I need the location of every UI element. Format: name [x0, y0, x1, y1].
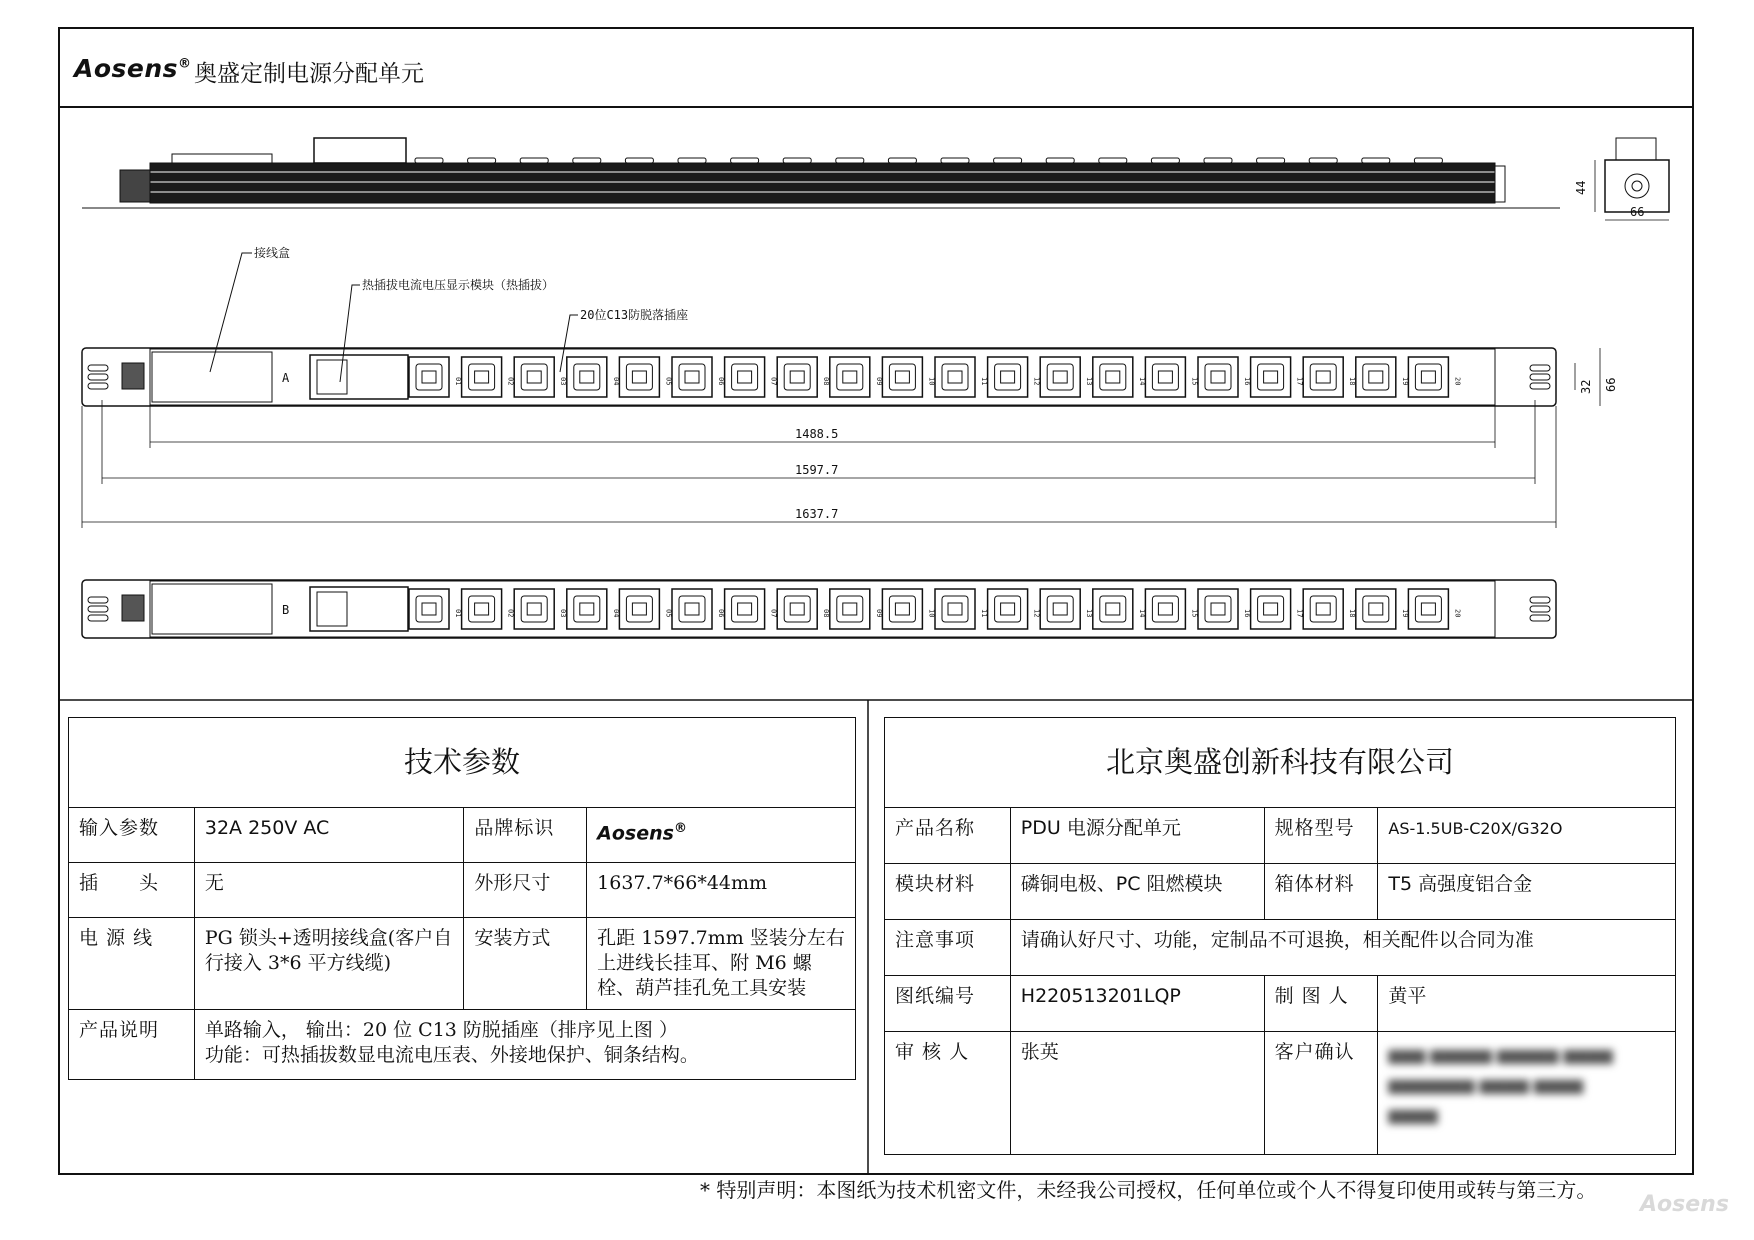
slot-number: 13 — [1085, 609, 1094, 618]
outlet-profile — [731, 158, 759, 163]
annotation-junction-box: 接线盒 — [254, 246, 291, 260]
watermark-logo: Aosens — [1640, 1192, 1729, 1217]
front-view-a — [82, 348, 1618, 406]
c13-outlet — [567, 357, 607, 397]
reviewer-label: 审 核 人 — [885, 1032, 1011, 1155]
slot-number: 05 — [664, 377, 673, 386]
slot-number: 16 — [1243, 609, 1251, 618]
mounting-slot — [1530, 615, 1550, 621]
slot-number: 18 — [1348, 609, 1357, 618]
slot-number: 09 — [874, 609, 883, 618]
dim-1597: 1597.7 — [795, 463, 839, 477]
module-material-value: 磷铜电极、PC 阻燃模块 — [1010, 864, 1264, 920]
brand-logo: Aosens® — [74, 54, 192, 83]
slot-number: 06 — [717, 609, 725, 618]
model-value: AS-1.5UB-C20X/G32O — [1378, 808, 1676, 864]
model-label: 规格型号 — [1264, 808, 1378, 864]
outlet-profile — [1151, 158, 1179, 163]
drafter-value: 黄平 — [1378, 976, 1676, 1032]
mounting-slot — [88, 606, 108, 612]
mount-label: 安装方式 — [464, 918, 587, 1010]
slot-number: 06 — [717, 377, 725, 386]
dim-1637: 1637.7 — [795, 507, 839, 521]
outlet-profile — [625, 158, 653, 163]
drawing-no-value: H220513201LQP — [1010, 976, 1264, 1032]
product-name-value: PDU 电源分配单元 — [1010, 808, 1264, 864]
c13-outlet — [882, 589, 922, 629]
brand-value: Aosens® — [587, 808, 856, 863]
c13-outlet — [1198, 589, 1238, 629]
c13-outlet — [409, 357, 449, 397]
slot-number: 17 — [1295, 609, 1304, 618]
slot-number: 13 — [1085, 377, 1094, 386]
cable-label: 电 源 线 — [69, 918, 195, 1010]
outlet-profile — [888, 158, 916, 163]
c13-outlet — [1356, 357, 1396, 397]
customer-signature-blurred: ▆▆▆ ▆▆▆▆▆ ▆▆▆▆▆ ▆▆▆▆ ▆▆▆▆▆▆▆ ▆▆▆▆ ▆▆▆▆ ▆▆▆▆ — [1378, 1032, 1676, 1155]
slot-number: 16 — [1243, 377, 1251, 386]
mounting-slot — [1530, 383, 1550, 389]
row-label-b: B — [282, 603, 290, 617]
c13-outlet — [830, 589, 870, 629]
c13-outlet — [462, 589, 502, 629]
front-view-b — [82, 580, 1556, 638]
mounting-slot — [1530, 597, 1550, 603]
outlet-profile — [1257, 158, 1285, 163]
annotation-outlets: 20位C13防脱落插座 — [580, 308, 689, 322]
mounting-slot — [1530, 374, 1550, 380]
outlet-profile — [573, 158, 601, 163]
c13-outlet — [1145, 589, 1185, 629]
plug-value: 无 — [194, 863, 464, 918]
c13-outlet — [514, 357, 554, 397]
slot-number: 01 — [454, 377, 462, 386]
c13-outlet — [935, 357, 975, 397]
slot-number: 08 — [822, 609, 831, 618]
c13-outlet — [567, 589, 607, 629]
slot-number: 01 — [454, 609, 462, 618]
c13-outlet — [514, 589, 554, 629]
c13-outlet — [672, 357, 712, 397]
brand-label: 品牌标识 — [464, 808, 587, 863]
slot-number: 14 — [1137, 609, 1146, 618]
size-value: 1637.7*66*44mm — [587, 863, 856, 918]
slot-number: 11 — [980, 377, 988, 386]
slot-number: 20 — [1453, 609, 1462, 618]
c13-outlet — [882, 357, 922, 397]
notice-value: 请确认好尺寸、功能，定制品不可退换，相关配件以合同为准 — [1010, 920, 1675, 976]
c13-outlet — [1251, 357, 1291, 397]
drawing-no-label: 图纸编号 — [885, 976, 1011, 1032]
mounting-slot — [88, 383, 108, 389]
slot-number: 08 — [822, 377, 831, 386]
outlet-profile — [836, 158, 864, 163]
slot-number: 10 — [927, 377, 936, 386]
input-label: 输入参数 — [69, 808, 195, 863]
input-value: 32A 250V AC — [194, 808, 464, 863]
desc-value — [194, 1010, 855, 1080]
slot-number: 12 — [1032, 609, 1041, 618]
dim-end-a: 32 — [1579, 379, 1593, 394]
desc-line-2: 功能：可热插拔数显电流电压表、外接地保护、铜条结构。 — [204, 1044, 699, 1066]
reviewer-value: 张英 — [1010, 1032, 1264, 1155]
outlet-profile — [783, 158, 811, 163]
case-material-value: T5 高强度铝合金 — [1378, 864, 1676, 920]
slot-number: 18 — [1348, 377, 1357, 386]
slot-number: 19 — [1400, 609, 1409, 618]
dim-end-b: 66 — [1604, 377, 1618, 392]
c13-outlet — [725, 589, 765, 629]
c13-outlet — [1145, 357, 1185, 397]
dimension-lines — [82, 400, 1556, 528]
mounting-slot — [88, 374, 108, 380]
notice-label: 注意事项 — [885, 920, 1011, 976]
slot-number: 04 — [611, 377, 620, 386]
mounting-slot — [88, 597, 108, 603]
company-title: 北京奥盛创新科技有限公司 — [885, 718, 1676, 808]
dim-side-h: 44 — [1574, 180, 1588, 195]
slot-number: 02 — [506, 609, 515, 618]
c13-outlet — [1408, 357, 1448, 397]
c13-outlet — [619, 589, 659, 629]
c13-outlet — [462, 357, 502, 397]
mount-value: 孔距 1597.7mm 竖装分左右上进线长挂耳、附 M6 螺栓、葫芦挂孔免工具安装 — [587, 918, 856, 1010]
outlet-profile — [1046, 158, 1074, 163]
c13-outlet — [1303, 589, 1343, 629]
outlet-profile — [1309, 158, 1337, 163]
mounting-slot — [1530, 606, 1550, 612]
c13-outlet — [1303, 357, 1343, 397]
desc-label: 产品说明 — [69, 1010, 195, 1080]
customer-confirm-label: 客户确认 — [1264, 1032, 1378, 1155]
c13-outlet — [1040, 589, 1080, 629]
confidential-note: * 特别声明：本图纸为技术机密文件，未经我公司授权，任何单位或个人不得复印使用或转与第三方。 — [700, 1178, 1597, 1202]
c13-outlet — [409, 589, 449, 629]
outlet-profile — [1099, 158, 1127, 163]
row-label-a: A — [282, 371, 290, 385]
c13-outlet — [1251, 589, 1291, 629]
c13-outlet — [1356, 589, 1396, 629]
desc-line-1: 单路输入， 输出：20 位 C13 防脱插座（排序见上图 ） — [204, 1019, 678, 1041]
dim-side-w: 66 — [1630, 205, 1645, 219]
tech-params-table — [68, 717, 856, 1080]
c13-outlet — [1408, 589, 1448, 629]
slot-number: 05 — [664, 609, 673, 618]
c13-outlet — [830, 357, 870, 397]
company-info-table — [884, 717, 1676, 1155]
c13-outlet — [777, 589, 817, 629]
case-material-label: 箱体材料 — [1264, 864, 1378, 920]
slot-number: 07 — [769, 377, 778, 386]
outlet-profile — [941, 158, 969, 163]
c13-outlet — [672, 589, 712, 629]
slot-number: 02 — [506, 377, 515, 386]
outlet-profile — [1362, 158, 1390, 163]
tech-params-title: 技术参数 — [69, 718, 856, 808]
c13-outlet — [1198, 357, 1238, 397]
mounting-slot — [88, 615, 108, 621]
c13-outlet — [619, 357, 659, 397]
slot-number: 15 — [1190, 377, 1199, 386]
slot-number: 20 — [1453, 377, 1462, 386]
outlet-profile — [415, 158, 443, 163]
slot-number: 07 — [769, 609, 778, 618]
c13-outlet — [1040, 357, 1080, 397]
outlet-profile — [468, 158, 496, 163]
outlet-profile — [520, 158, 548, 163]
slot-number: 03 — [559, 377, 568, 386]
outlet-profile — [1204, 158, 1232, 163]
end-view — [1574, 138, 1669, 220]
slot-number: 03 — [559, 609, 568, 618]
c13-outlet — [725, 357, 765, 397]
module-material-label: 模块材料 — [885, 864, 1011, 920]
c13-outlet — [988, 589, 1028, 629]
side-view — [82, 138, 1560, 208]
plug-label: 插 头 — [69, 863, 195, 918]
c13-outlet — [777, 357, 817, 397]
size-label: 外形尺寸 — [464, 863, 587, 918]
slot-number: 09 — [874, 377, 883, 386]
c13-outlet — [1093, 357, 1133, 397]
mounting-slot — [88, 365, 108, 371]
drafter-label: 制 图 人 — [1264, 976, 1378, 1032]
slot-number: 17 — [1295, 377, 1304, 386]
slot-number: 04 — [611, 609, 620, 618]
slot-number: 11 — [980, 609, 988, 618]
dim-1488: 1488.5 — [795, 427, 839, 441]
mounting-slot — [1530, 365, 1550, 371]
slot-number: 12 — [1032, 377, 1041, 386]
c13-outlet — [1093, 589, 1133, 629]
product-name-label: 产品名称 — [885, 808, 1011, 864]
outlet-profile — [678, 158, 706, 163]
c13-outlet — [988, 357, 1028, 397]
page-title: 奥盛定制电源分配单元 — [194, 61, 424, 87]
annotation-hot-swap-module: 热插拔电流电压显示模块（热插拔） — [362, 278, 555, 292]
slot-number: 10 — [927, 609, 936, 618]
c13-outlet — [935, 589, 975, 629]
outlet-profile — [1414, 158, 1442, 163]
slot-number: 15 — [1190, 609, 1199, 618]
slot-number: 19 — [1400, 377, 1409, 386]
outlet-profile — [994, 158, 1022, 163]
cable-value: PG 锁头+透明接线盒(客户自行接入 3*6 平方线缆) — [194, 918, 464, 1010]
slot-number: 14 — [1137, 377, 1146, 386]
